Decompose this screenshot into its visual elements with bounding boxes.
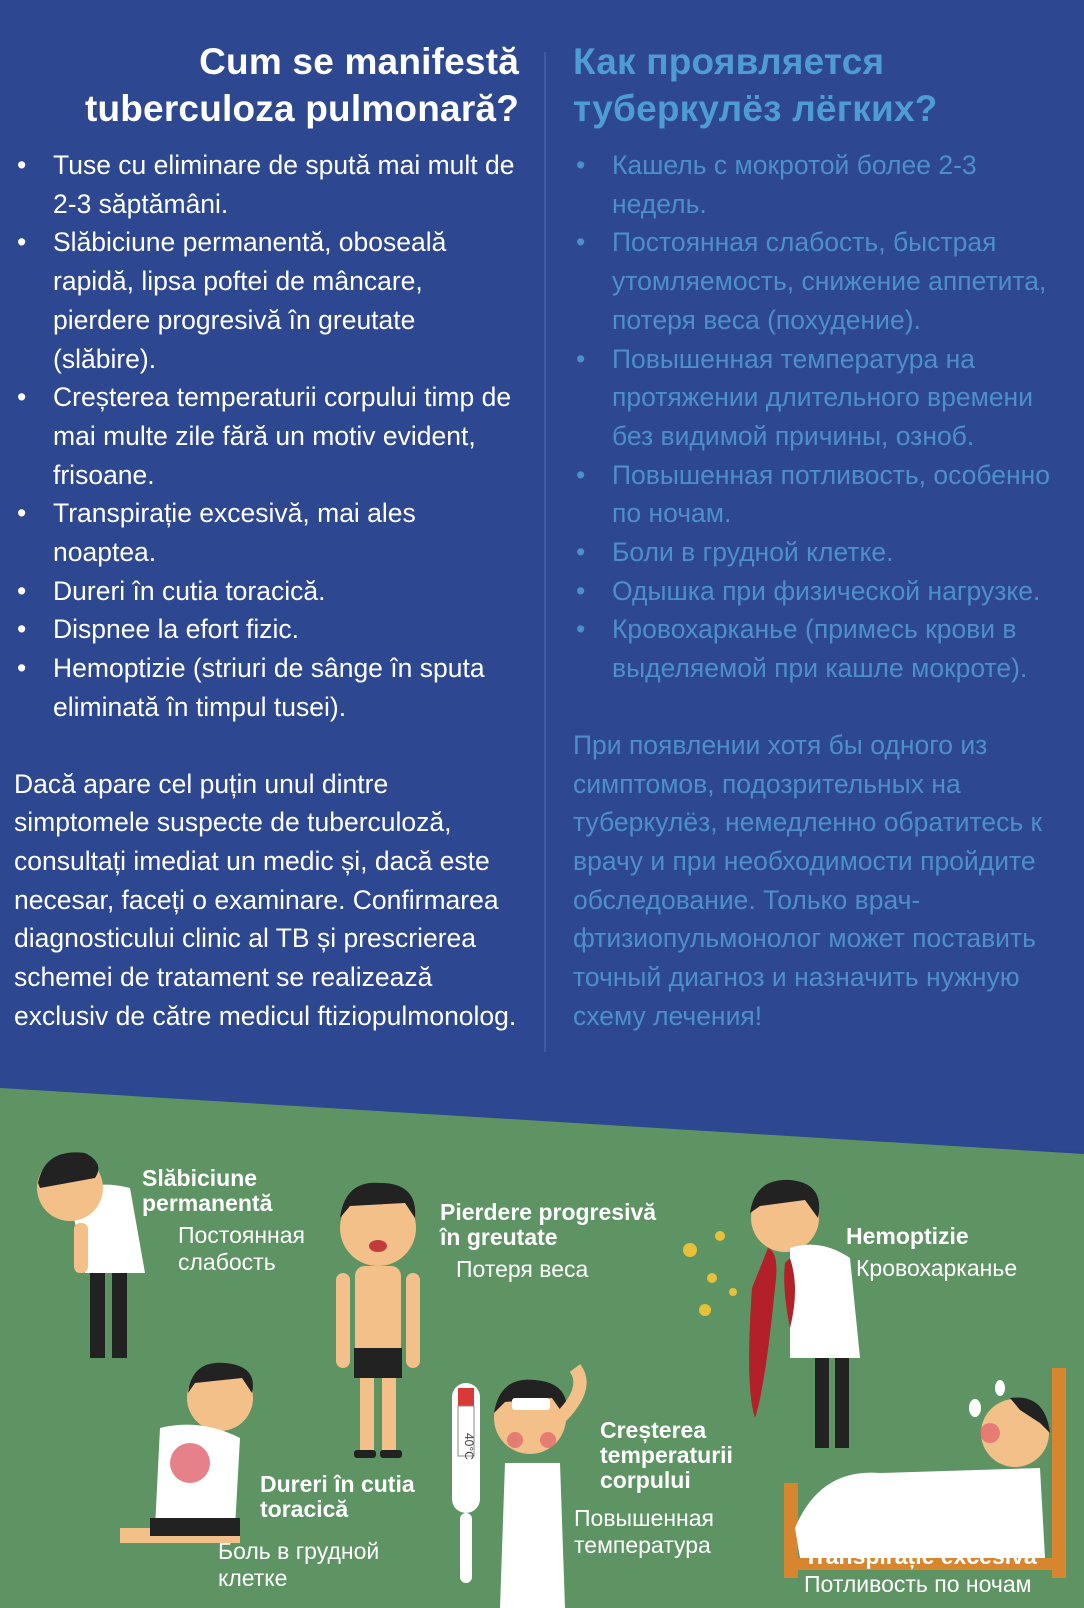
label-weakness-ro: Slăbiciune permanentă [142,1165,273,1216]
label-fever-ro: Creșterea temperaturii corpului [600,1417,733,1493]
ru-advice-paragraph: При появлении хотя бы одного из симптомов, подозрительных на туберкулёз, немедленно обратитесь к врачу и при необходимости пройдите обследование. Только врач-фтизиопульмонолог может поставить точный диагноз и назначить нужную схему лечения! [573,729,1043,1031]
ro-symptom-item: • Tuse cu eliminare de spută mai mult de 2-3 săptămâni. [14,146,519,223]
label-chest-pain-ro: Dureri în cutia toracică [260,1471,415,1522]
label-weight-loss-ro: Pierdere progresivă în greutate [440,1199,657,1250]
label-weight-loss [440,1200,680,1283]
ru-symptom-item: • Кашель с мокротой более 2-3 недель. [573,146,1073,223]
ru-symptom-item: • Одышка при физической нагрузке. [573,572,1073,611]
label-hemoptysis-ru: Кровохарканье [856,1255,1018,1281]
label-fever [574,1417,750,1559]
ro-title: Cum se manifestă tuberculoza pulmonară? [84,41,519,129]
label-sweating-ru: Потливость по ночам [804,1571,1032,1597]
label-sweating [804,1544,1074,1598]
column-divider [544,52,546,1052]
ro-symptom-item: • Creșterea temperaturii corpului timp de mai multe zile fără un motiv evident, frisoane. [14,378,519,494]
ru-symptom-item: • Постоянная слабость, быстрая утомляемость, снижение аппетита, потеря веса (похудение). [573,223,1073,339]
russian-column [573,38,1073,1035]
thermometer-reading: 40°C [462,1433,476,1460]
ro-symptom-list [14,146,519,727]
label-chest-pain [218,1471,430,1592]
label-hemoptysis [846,1224,1017,1282]
label-sweating-ro: Transpirație excesivă [804,1543,1037,1569]
ru-symptom-item: • Боли в грудной клетке. [573,533,1073,572]
ro-symptom-item: • Hemoptizie (striuri de sânge în sputa eliminată în timpul tusei). [14,649,519,726]
label-weakness [142,1166,328,1276]
romanian-column [14,38,519,1035]
label-chest-pain-ru: Боль в грудной клетке [218,1538,380,1591]
ru-title: Как проявляется туберкулёз лёгких? [573,41,938,129]
ru-symptom-item: • Повышенная потливость, особенно по ночам. [573,456,1073,533]
ro-symptom-item: • Dureri în cutia toracică. [14,572,519,611]
ro-advice-paragraph: Dacă apare cel puțin unul dintre simptomele suspecte de tuberculoză, consultați imediat un medic și, dacă este necesar, faceți o examinare. Confirmarea diagnosticului clinic al TB și prescrierea schemei de tratament se realizează exclusiv de către medicul ftiziopulmonolog. [14,768,517,1031]
label-weakness-ru: Постоянная слабость [178,1222,305,1275]
ru-symptom-item: • Кровохарканье (примесь крови в выделяемой при кашле мокроте). [573,610,1073,687]
label-weight-loss-ru: Потеря веса [456,1256,589,1282]
label-fever-ru: Повышенная температура [574,1505,714,1558]
ro-symptom-item: • Dispnee la efort fizic. [14,610,519,649]
ro-symptom-item: • Transpirație excesivă, mai ales noaptea. [14,494,519,571]
illustration-band [0,1088,1084,1608]
ru-symptom-item: • Повышенная температура на протяжении длительного времени без видимой причины, озноб. [573,340,1073,456]
ru-symptom-list [573,146,1073,688]
label-hemoptysis-ro: Hemoptizie [846,1223,969,1249]
ro-symptom-item: • Slăbiciune permanentă, oboseală rapidă, lipsa poftei de mâncare, pierdere progresivă în greutate (slăbire). [14,223,519,378]
